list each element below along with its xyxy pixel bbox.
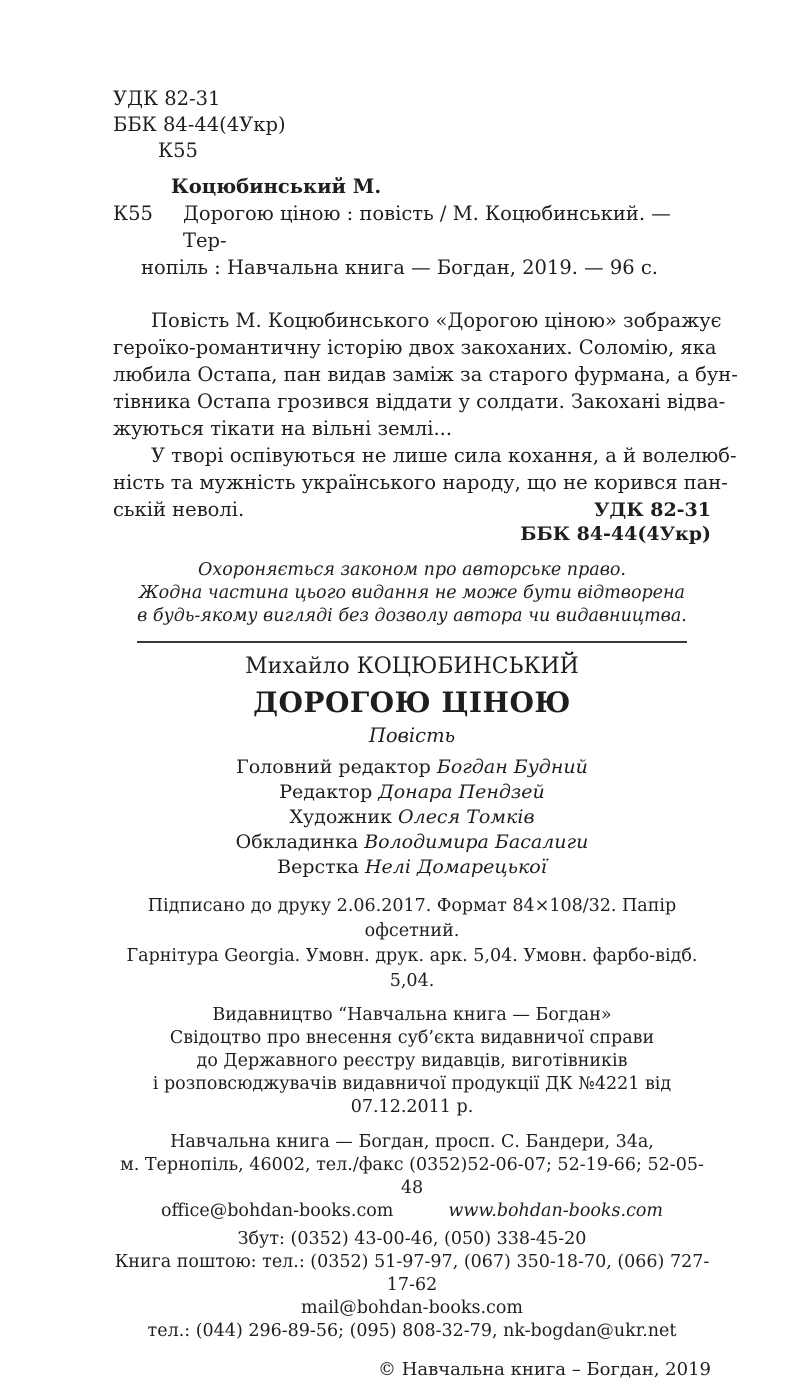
annotation: [113, 307, 738, 523]
annotation-line: героїко-романтичну історію двох закоханих. Соломію, яка: [113, 336, 717, 359]
cip-author-heading: Коцюбинський М.: [171, 175, 382, 198]
annotation-line: Повість М. Коцюбинського «Дорогою ціною» зображує: [151, 309, 722, 332]
footer-copyright: © Навчальна книга – Богдан, 2019: [377, 1359, 711, 1380]
staff-role: Обкладинка: [235, 831, 365, 853]
staff-row: [113, 830, 711, 855]
staff-credits: [113, 755, 711, 880]
staff-name: Нелі Домарецької: [364, 856, 547, 878]
staff-name: Богдан Будний: [436, 756, 588, 778]
cip-entry: [113, 200, 711, 254]
publisher-registration: [113, 1004, 711, 1119]
sales-phones-line: Збут: (0352) 43-00-46, (050) 338-45-20: [237, 1229, 587, 1249]
annotation-line: У творі оспівуються не лише сила кохання, а й волелюб-: [151, 444, 737, 467]
annotation-line: ність та мужність українського народу, що не корився пан-: [113, 471, 728, 494]
print-details-line: Гарнітура Georgia. Умовн. друк. арк. 5,04. Умовн. фарбо-відб. 5,04.: [126, 946, 698, 991]
staff-role: Редактор: [279, 781, 379, 803]
publisher-cert-line: до Державного реєстру видавців, виготівників: [196, 1051, 628, 1071]
address-line: м. Тернопіль, 46002, тел./факс (0352)52-06-07; 52-19-66; 52-05-48: [120, 1155, 704, 1198]
notice-line: в будь-якому вигляді без дозволу автора чи видавництва.: [137, 606, 687, 626]
annotation-line: тівника Остапа грозився віддати у солдати. Закохані відва-: [113, 390, 726, 413]
udk-line: УДК 82-31: [113, 87, 221, 110]
staff-name: Донара Пендзей: [378, 781, 545, 803]
print-details-line: Підписано до друку 2.06.2017. Формат 84×108/32. Папір офсетний.: [147, 896, 677, 941]
book-author: Михайло КОЦЮБИНСЬКИЙ: [245, 654, 579, 679]
catalog-code: К55: [158, 139, 198, 162]
book-subtitle: Повість: [368, 724, 456, 747]
print-details: [113, 894, 711, 994]
publisher-contacts: [113, 1131, 711, 1223]
mail-order-line: Книга поштою: тел.: (0352) 51-97-97, (067) 350-18-70, (066) 727-17-62: [114, 1252, 710, 1295]
annotation-line: любила Остапа, пан видав заміж за старого фурмана, а бун-: [113, 363, 738, 386]
website-url: www.bohdan-books.com: [448, 1201, 663, 1221]
staff-role: Художник: [289, 806, 399, 828]
notice-line: Жодна частина цього видання не може бути відтворена: [139, 583, 685, 603]
staff-role: Верстка: [277, 856, 365, 878]
udk-ref-line: УДК 82-31: [594, 499, 711, 521]
bbk-ref-line: ББК 84-44(4Укр): [520, 523, 711, 545]
address-line: Навчальна книга — Богдан, просп. С. Бандери, 34а,: [170, 1132, 654, 1152]
publisher-cert-line: Свідоцтво про внесення суб’єкта видавничої справи: [169, 1028, 655, 1048]
staff-name: Олеся Томків: [398, 806, 535, 828]
office-email: office@bohdan-books.com: [160, 1201, 394, 1221]
copyright-protection-notice: [113, 559, 711, 628]
staff-row: [113, 805, 711, 830]
divider-rule: [137, 641, 687, 643]
publisher-cert-line: і розповсюджувачів видавничої продукції ДК №4221 від 07.12.2011 р.: [152, 1074, 672, 1117]
annotation-line: жуються тікати на вільні землі...: [113, 417, 453, 440]
catalog-codes: [113, 86, 711, 164]
staff-role: Головний редактор: [236, 756, 437, 778]
mail-email: mail@bohdan-books.com: [301, 1298, 523, 1318]
cip-entry-line1: Дорогою ціною : повість / М. Коцюбинський. — Тер-: [183, 202, 671, 252]
notice-line: Охороняється законом про авторське право.: [198, 560, 626, 580]
staff-row: [113, 855, 711, 880]
staff-name: Володимира Басалиги: [364, 831, 589, 853]
phones-line: тел.: (044) 296-89-56; (095) 808-32-79, nk-bogdan@ukr.net: [147, 1321, 677, 1341]
publisher-name-line: Видавництво “Навчальна книга — Богдан»: [212, 1005, 612, 1025]
bbk-line: ББК 84-44(4Укр): [113, 113, 286, 136]
staff-row: [113, 780, 711, 805]
cip-entry-code: К55: [113, 202, 153, 225]
staff-row: [113, 755, 711, 780]
sales-contacts: [113, 1228, 711, 1343]
email-website-row: [113, 1200, 711, 1223]
annotation-line: ській неволі.: [113, 498, 245, 521]
cip-entry-line2: нопіль : Навчальна книга — Богдан, 2019. — 96 с.: [141, 256, 658, 279]
book-title: ДОРОГОЮ ЦІНОЮ: [253, 686, 571, 719]
